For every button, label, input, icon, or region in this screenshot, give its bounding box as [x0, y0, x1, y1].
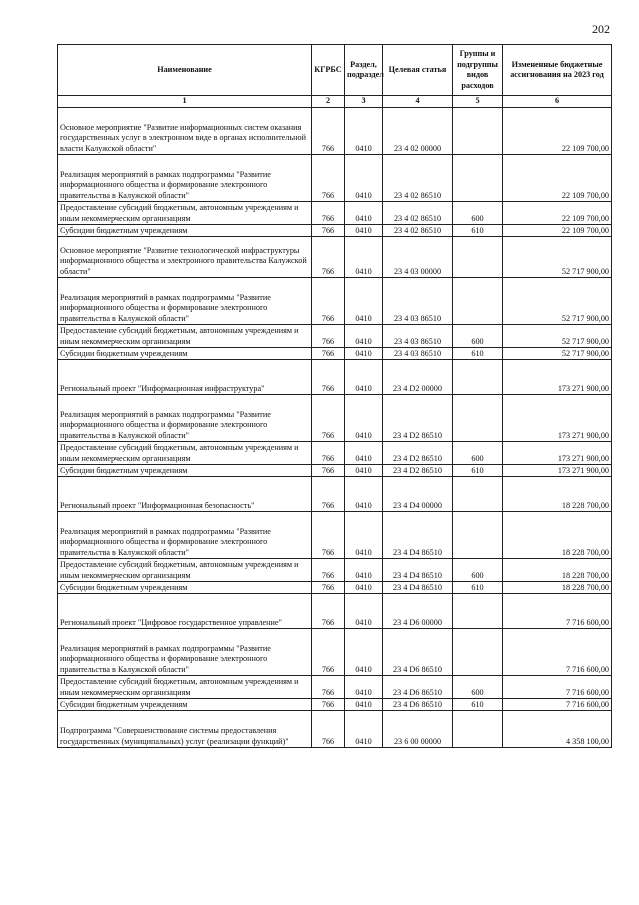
table-row: [58, 699, 612, 711]
column-number: 2: [312, 96, 345, 108]
column-number: 4: [383, 96, 453, 108]
cell-name: Региональный проект "Цифровое государственное управление": [58, 594, 312, 629]
table-row: [58, 465, 612, 477]
cell-name: Предоставление субсидий бюджетным, автономным учреждениям и иным некоммерческим организациям: [58, 202, 312, 225]
table-row: [58, 395, 612, 442]
table-row: [58, 711, 612, 748]
column-number-row: [58, 96, 612, 108]
cell-section: 0410: [345, 202, 383, 225]
cell-name: Субсидии бюджетным учреждениям: [58, 582, 312, 594]
cell-kgrbs: 766: [312, 465, 345, 477]
header-target: Целевая статья: [383, 45, 453, 96]
cell-name: Реализация мероприятий в рамках подпрограммы "Развитие информационного общества и формирование электронного правительства в Калужской области": [58, 395, 312, 442]
cell-group: 600: [453, 202, 503, 225]
cell-name: Предоставление субсидий бюджетным, автономным учреждениям и иным некоммерческим организациям: [58, 442, 312, 465]
cell-section: 0410: [345, 395, 383, 442]
cell-name: Реализация мероприятий в рамках подпрограммы "Развитие информационного общества и формирование электронного правительства в Калужской области": [58, 512, 312, 559]
budget-table: [57, 44, 612, 748]
cell-section: 0410: [345, 699, 383, 711]
cell-target: 23 4 02 86510: [383, 155, 453, 202]
cell-amount: 22 109 700,00: [503, 202, 612, 225]
cell-group: 600: [453, 442, 503, 465]
cell-name: Субсидии бюджетным учреждениям: [58, 699, 312, 711]
cell-group: [453, 594, 503, 629]
cell-target: 23 4 D2 86510: [383, 395, 453, 442]
cell-target: 23 4 03 86510: [383, 348, 453, 360]
cell-group: [453, 237, 503, 278]
cell-target: 23 4 03 86510: [383, 278, 453, 325]
cell-kgrbs: 766: [312, 155, 345, 202]
cell-kgrbs: 766: [312, 559, 345, 582]
cell-amount: 52 717 900,00: [503, 348, 612, 360]
cell-target: 23 4 02 00000: [383, 108, 453, 155]
cell-name: Предоставление субсидий бюджетным, автономным учреждениям и иным некоммерческим организациям: [58, 559, 312, 582]
cell-target: 23 4 D4 00000: [383, 477, 453, 512]
table-row: [58, 559, 612, 582]
table-row: [58, 237, 612, 278]
cell-target: 23 4 D4 86510: [383, 582, 453, 594]
cell-section: 0410: [345, 465, 383, 477]
cell-group: [453, 395, 503, 442]
cell-target: 23 4 D4 86510: [383, 512, 453, 559]
cell-amount: 18 228 700,00: [503, 559, 612, 582]
cell-group: [453, 477, 503, 512]
cell-kgrbs: 766: [312, 711, 345, 748]
cell-kgrbs: 766: [312, 582, 345, 594]
cell-section: 0410: [345, 676, 383, 699]
cell-kgrbs: 766: [312, 360, 345, 395]
column-number: 1: [58, 96, 312, 108]
table-row: [58, 155, 612, 202]
header-name: Наименование: [58, 45, 312, 96]
cell-amount: 7 716 600,00: [503, 699, 612, 711]
cell-amount: 7 716 600,00: [503, 629, 612, 676]
cell-section: 0410: [345, 225, 383, 237]
header-row: [58, 45, 612, 96]
cell-group: [453, 278, 503, 325]
cell-kgrbs: 766: [312, 202, 345, 225]
cell-amount: 18 228 700,00: [503, 582, 612, 594]
cell-name: Предоставление субсидий бюджетным, автономным учреждениям и иным некоммерческим организациям: [58, 676, 312, 699]
cell-kgrbs: 766: [312, 629, 345, 676]
cell-section: 0410: [345, 711, 383, 748]
cell-amount: 173 271 900,00: [503, 395, 612, 442]
table-row: [58, 676, 612, 699]
cell-kgrbs: 766: [312, 348, 345, 360]
cell-group: [453, 629, 503, 676]
table-row: [58, 202, 612, 225]
cell-section: 0410: [345, 442, 383, 465]
cell-amount: 52 717 900,00: [503, 278, 612, 325]
cell-target: 23 6 00 00000: [383, 711, 453, 748]
cell-amount: 22 109 700,00: [503, 108, 612, 155]
cell-group: [453, 155, 503, 202]
cell-group: 600: [453, 676, 503, 699]
cell-amount: 173 271 900,00: [503, 442, 612, 465]
cell-amount: 52 717 900,00: [503, 237, 612, 278]
table-row: [58, 278, 612, 325]
cell-target: 23 4 03 00000: [383, 237, 453, 278]
column-number: 3: [345, 96, 383, 108]
table-row: [58, 225, 612, 237]
cell-group: [453, 360, 503, 395]
cell-target: 23 4 D2 00000: [383, 360, 453, 395]
cell-name: Основное мероприятие "Развитие технологической инфраструктуры информационного общества и электронного правительства Калужской области": [58, 237, 312, 278]
cell-kgrbs: 766: [312, 512, 345, 559]
cell-kgrbs: 766: [312, 442, 345, 465]
cell-group: 610: [453, 225, 503, 237]
cell-section: 0410: [345, 108, 383, 155]
table-row: [58, 512, 612, 559]
cell-target: 23 4 D6 00000: [383, 594, 453, 629]
table-row: [58, 629, 612, 676]
cell-amount: 173 271 900,00: [503, 360, 612, 395]
cell-section: 0410: [345, 237, 383, 278]
page-number: 202: [592, 22, 610, 36]
cell-kgrbs: 766: [312, 477, 345, 512]
cell-amount: 22 109 700,00: [503, 225, 612, 237]
cell-amount: 52 717 900,00: [503, 325, 612, 348]
cell-name: Реализация мероприятий в рамках подпрограммы "Развитие информационного общества и формирование электронного правительства в Калужской области": [58, 155, 312, 202]
cell-amount: 22 109 700,00: [503, 155, 612, 202]
cell-group: [453, 711, 503, 748]
cell-target: 23 4 02 86510: [383, 202, 453, 225]
cell-name: Реализация мероприятий в рамках подпрограммы "Развитие информационного общества и формирование электронного правительства в Калужской области": [58, 629, 312, 676]
cell-name: Предоставление субсидий бюджетным, автономным учреждениям и иным некоммерческим организациям: [58, 325, 312, 348]
header-groups: Группы и подгруппы видов расходов: [453, 45, 503, 96]
cell-target: 23 4 03 86510: [383, 325, 453, 348]
cell-group: [453, 512, 503, 559]
cell-group: 600: [453, 325, 503, 348]
cell-group: [453, 108, 503, 155]
cell-kgrbs: 766: [312, 325, 345, 348]
cell-name: Региональный проект "Информационная безопасность": [58, 477, 312, 512]
cell-section: 0410: [345, 278, 383, 325]
header-amount: Измененные бюджетные ассигнования на 2023 год: [503, 45, 612, 96]
cell-name: Реализация мероприятий в рамках подпрограммы "Развитие информационного общества и формирование электронного правительства в Калужской области": [58, 278, 312, 325]
table-row: [58, 360, 612, 395]
header-kgrbs: КГРБС: [312, 45, 345, 96]
table-row: [58, 477, 612, 512]
cell-amount: 18 228 700,00: [503, 512, 612, 559]
cell-target: 23 4 D6 86510: [383, 629, 453, 676]
table-row: [58, 348, 612, 360]
cell-section: 0410: [345, 155, 383, 202]
cell-kgrbs: 766: [312, 395, 345, 442]
table-row: [58, 108, 612, 155]
cell-kgrbs: 766: [312, 108, 345, 155]
cell-section: 0410: [345, 348, 383, 360]
cell-name: Подпрограмма "Совершенствование системы предоставления государственных (муниципальных) услуг (реализации функций)": [58, 711, 312, 748]
cell-name: Основное мероприятие "Развитие информационных систем оказания государственных услуг в электронном виде в органах исполнительной власти Калужской области": [58, 108, 312, 155]
cell-section: 0410: [345, 512, 383, 559]
cell-kgrbs: 766: [312, 237, 345, 278]
cell-amount: 18 228 700,00: [503, 477, 612, 512]
cell-kgrbs: 766: [312, 699, 345, 711]
table-body: [58, 108, 612, 748]
cell-section: 0410: [345, 559, 383, 582]
cell-section: 0410: [345, 360, 383, 395]
header-section: Раздел, подраздел: [345, 45, 383, 96]
cell-target: 23 4 D4 86510: [383, 559, 453, 582]
column-number: 6: [503, 96, 612, 108]
cell-section: 0410: [345, 582, 383, 594]
cell-amount: 173 271 900,00: [503, 465, 612, 477]
cell-target: 23 4 D2 86510: [383, 465, 453, 477]
cell-amount: 4 358 100,00: [503, 711, 612, 748]
table-row: [58, 442, 612, 465]
cell-target: 23 4 D2 86510: [383, 442, 453, 465]
cell-amount: 7 716 600,00: [503, 676, 612, 699]
cell-group: 610: [453, 582, 503, 594]
cell-target: 23 4 D6 86510: [383, 699, 453, 711]
cell-kgrbs: 766: [312, 676, 345, 699]
cell-kgrbs: 766: [312, 594, 345, 629]
cell-target: 23 4 02 86510: [383, 225, 453, 237]
table-row: [58, 594, 612, 629]
cell-group: 610: [453, 699, 503, 711]
cell-amount: 7 716 600,00: [503, 594, 612, 629]
cell-section: 0410: [345, 325, 383, 348]
cell-section: 0410: [345, 629, 383, 676]
table-row: [58, 325, 612, 348]
cell-section: 0410: [345, 594, 383, 629]
cell-section: 0410: [345, 477, 383, 512]
cell-kgrbs: 766: [312, 225, 345, 237]
cell-kgrbs: 766: [312, 278, 345, 325]
table-row: [58, 582, 612, 594]
cell-group: 610: [453, 465, 503, 477]
cell-group: 600: [453, 559, 503, 582]
cell-name: Региональный проект "Информационная инфраструктура": [58, 360, 312, 395]
cell-group: 610: [453, 348, 503, 360]
cell-target: 23 4 D6 86510: [383, 676, 453, 699]
column-number: 5: [453, 96, 503, 108]
cell-name: Субсидии бюджетным учреждениям: [58, 348, 312, 360]
cell-name: Субсидии бюджетным учреждениям: [58, 465, 312, 477]
cell-name: Субсидии бюджетным учреждениям: [58, 225, 312, 237]
